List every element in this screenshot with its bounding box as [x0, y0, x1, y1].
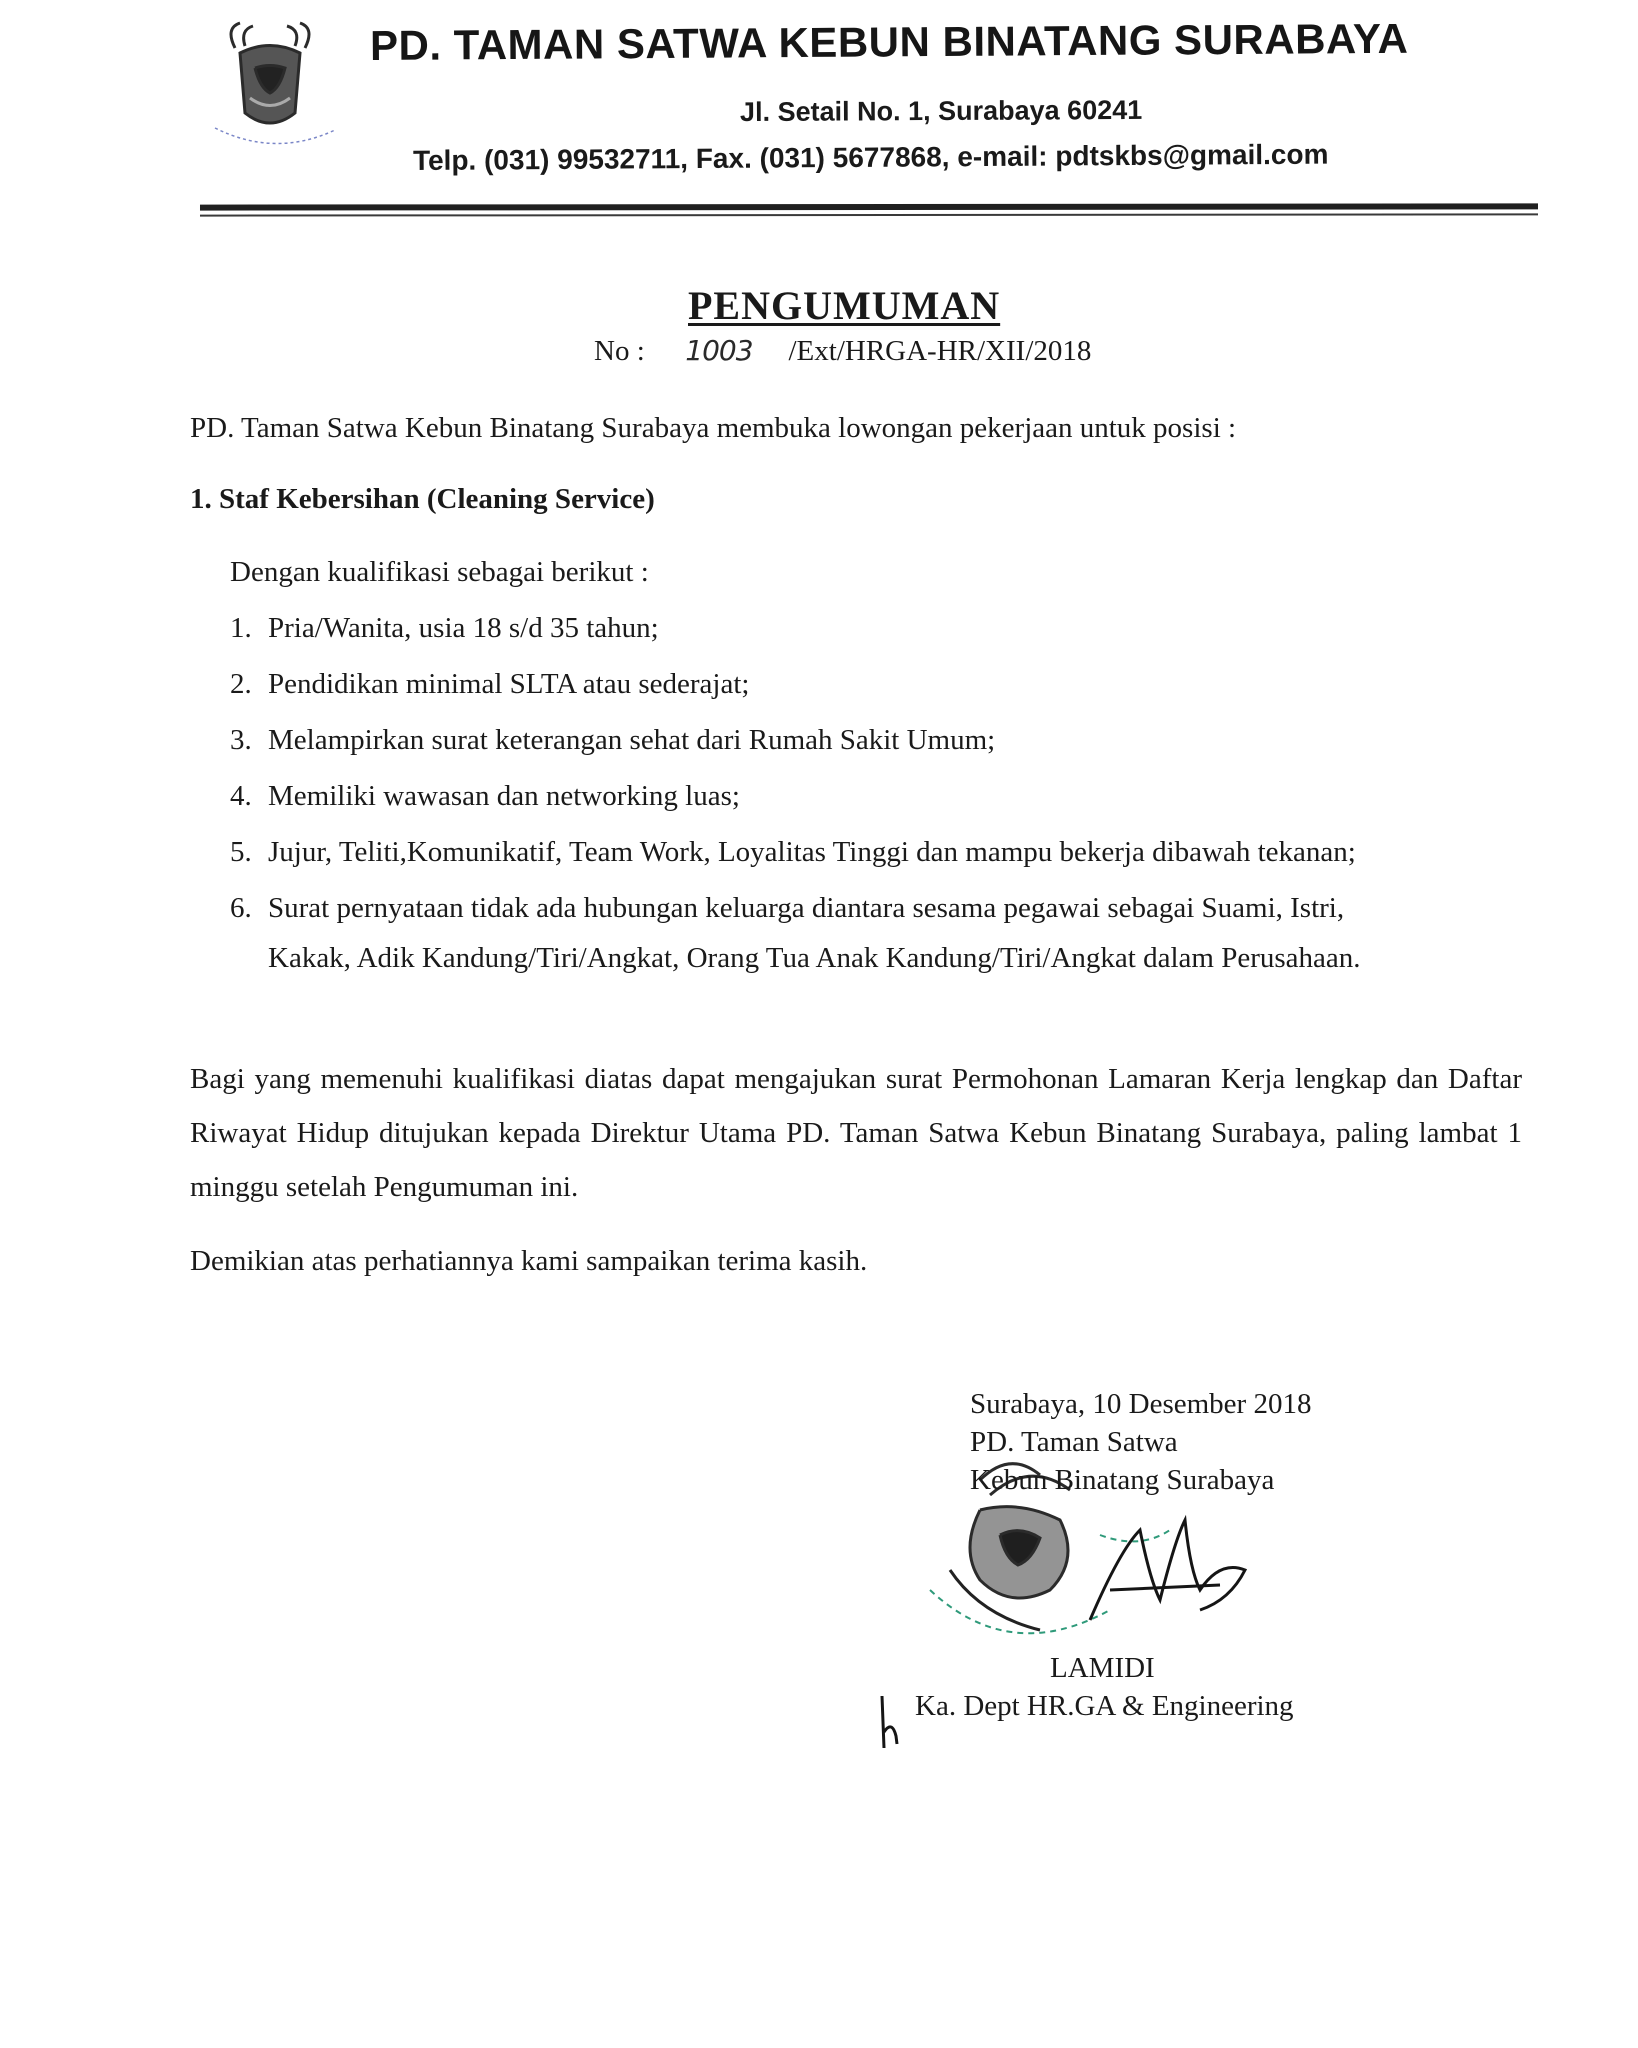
position-heading: 1. Staf Kebersihan (Cleaning Service): [190, 483, 655, 515]
initial-mark-icon: [876, 1692, 902, 1752]
list-item: 5. Jujur, Teliti,Komunikatif, Team Work, Loyalitas Tinggi dan mampu bekerja dibawah tekanan;: [230, 836, 1356, 868]
announcement-number: [594, 334, 1091, 368]
list-item: 1. Pria/Wanita, usia 18 s/d 35 tahun;: [230, 612, 659, 644]
intro-text: PD. Taman Satwa Kebun Binatang Surabaya membuka lowongan pekerjaan untuk posisi :: [190, 412, 1237, 444]
org-name: PD. TAMAN SATWA KEBUN BINATANG SURABAYA: [369, 14, 1409, 69]
signature-org-line1: PD. Taman Satwa: [970, 1426, 1178, 1458]
org-contact: Telp. (031) 99532711, Fax. (031) 5677868, e-mail: pdtskbs@gmail.com: [412, 138, 1329, 176]
signature-org-line2: Kebun Binatang Surabaya: [970, 1464, 1275, 1496]
list-item-continuation: Kakak, Adik Kandung/Tiri/Angkat, Orang Tua Anak Kandung/Tiri/Angkat dalam Perusahaan.: [268, 942, 1361, 974]
signatory-title: Ka. Dept HR.GA & Engineering: [915, 1690, 1294, 1722]
signatory-name: LAMIDI: [1050, 1652, 1155, 1684]
list-item: 3. Melampirkan surat keterangan sehat dari Rumah Sakit Umum;: [230, 724, 996, 756]
org-address: Jl. Setail No. 1, Surabaya 60241: [739, 94, 1143, 128]
qualification-intro: Dengan kualifikasi sebagai berikut :: [230, 556, 649, 588]
closing-paragraph: Demikian atas perhatiannya kami sampaikan terima kasih.: [190, 1245, 868, 1277]
zoo-emblem-icon: [195, 18, 355, 158]
announcement-title: PENGUMUMAN: [688, 283, 1001, 328]
letterhead-rule-thick: [200, 203, 1538, 210]
list-item: 2. Pendidikan minimal SLTA atau sederajat;: [230, 668, 750, 700]
list-item: 6. Surat pernyataan tidak ada hubungan keluarga diantara sesama pegawai sebagai Suami, Istri, Kakak, Adik Kandung/Tiri/Angkat, Orang Tua Anak Kandung/Tiri/Angkat dalam Perusahaan.: [230, 892, 1361, 974]
list-item: 4. Memiliki wawasan dan networking luas;: [230, 780, 740, 812]
signature-place-date: Surabaya, 10 Desember 2018: [970, 1388, 1312, 1420]
handwritten-signature-icon: [1080, 1490, 1250, 1640]
number-label: No :: [594, 335, 645, 367]
handwritten-number: 1003: [685, 334, 753, 367]
number-suffix: /Ext/HRGA-HR/XII/2018: [788, 335, 1092, 367]
apply-paragraph: Bagi yang memenuhi kualifikasi diatas dapat mengajukan surat Permohonan Lamaran Kerja lengkap dan Daftar Riwayat Hidup ditujukan kepada Direktur Utama PD. Taman Satwa Kebun Binatang Surabaya, paling lambat 1 minggu setelah Pengumuman ini.: [190, 1063, 1522, 1203]
letterhead-rule-thin: [200, 213, 1538, 216]
qualification-list: [230, 612, 1361, 974]
